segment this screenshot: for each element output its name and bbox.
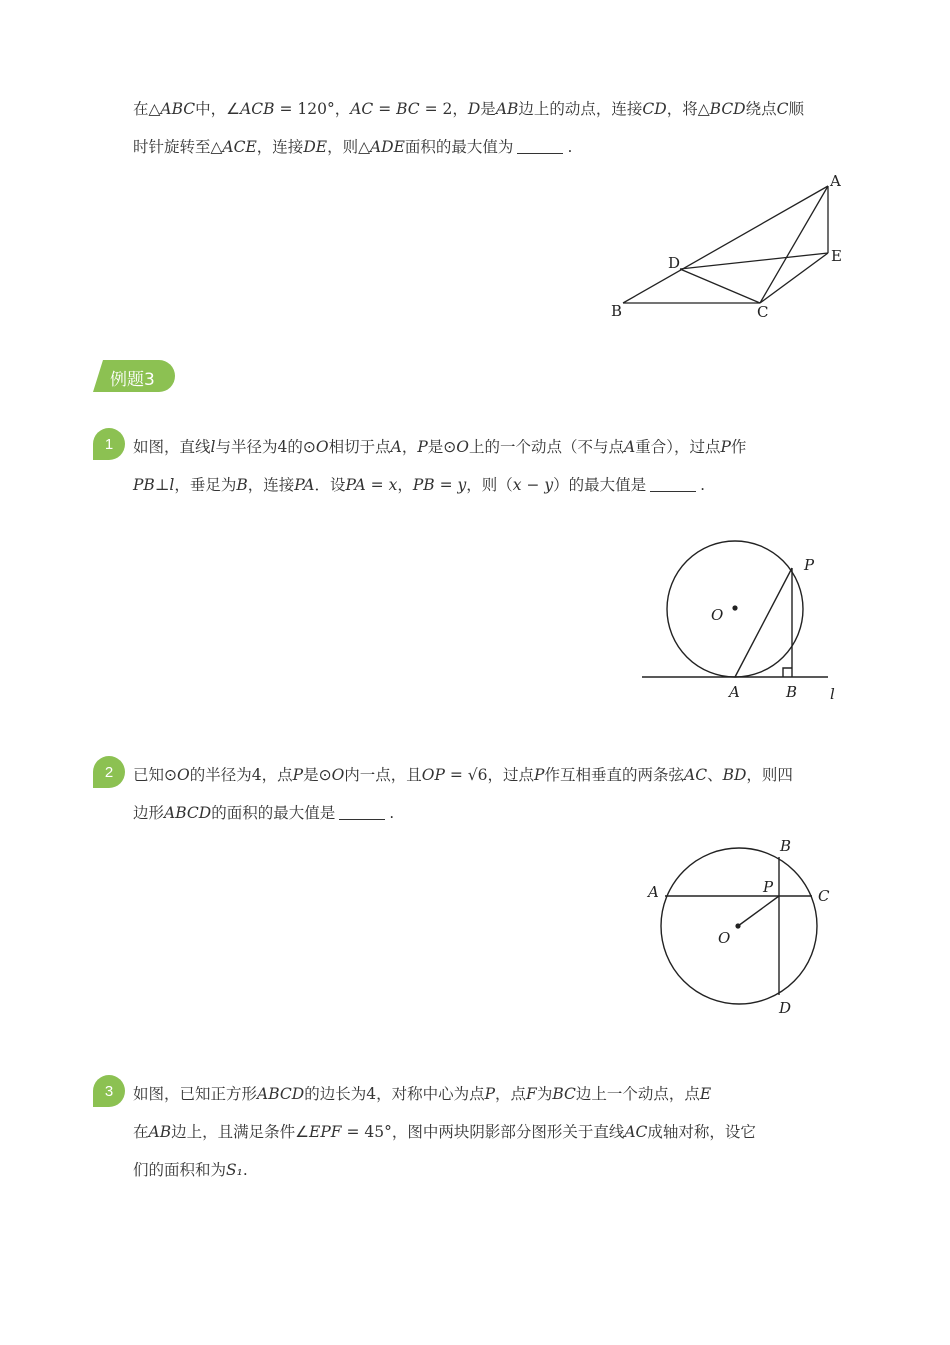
label-O: O [711, 606, 724, 624]
answer-blank[interactable] [650, 477, 696, 492]
answer-blank[interactable] [339, 805, 385, 820]
question-2-number: 2 [104, 764, 114, 781]
q1-line-1: 如图，直线l与半径为4的⊙O相切于点A，P是⊙O上的一个动点（不与点A重合），过点P作 [133, 438, 747, 456]
label-B: B [780, 837, 792, 855]
label-C: C [818, 887, 830, 905]
label-A: A [648, 883, 659, 901]
figure-circle-tangent [630, 530, 850, 710]
label-D: D [779, 999, 792, 1017]
label-B: B [611, 302, 623, 320]
label-A: A [830, 172, 841, 190]
q3-line-1: 如图，已知正方形ABCD的边长为4，对称中心为点P，点F为BC边上一个动点，点E [133, 1085, 712, 1103]
problem-top-line-1: 在△ABC中，∠ACB = 120°，AC = BC = 2，D是AB边上的动点，连接CD，将△BCD绕点C顺 [133, 100, 805, 118]
q1-line-2: PB⊥l，垂足为B，连接PA．设PA = x，PB = y，则（x − y）的最大值是 . [133, 476, 706, 494]
q2-line-1: 已知⊙O的半径为4，点P是⊙O内一点，且OP = √6，过点P作互相垂直的两条弦AC、BD，则四 [133, 766, 793, 784]
question-3-badge [93, 1075, 127, 1107]
question-1-number: 1 [104, 436, 114, 453]
q3-line-2: 在AB边上，且满足条件∠EPF = 45°，图中两块阴影部分图形关于直线AC成轴对称，设它 [133, 1123, 756, 1141]
label-O: O [718, 929, 731, 947]
label-P: P [804, 556, 815, 574]
figure-triangle-rotation [600, 170, 860, 330]
question-1-badge [93, 428, 127, 460]
problem-top-line-2: 时针旋转至△ACE，连接DE，则△ADE面积的最大值为 . [133, 138, 573, 156]
figure-circle-chords [640, 835, 840, 1020]
label-D: D [668, 254, 681, 272]
question-2-badge [93, 756, 127, 788]
label-A: A [729, 683, 740, 701]
section-tag-label: 例题3 [110, 370, 155, 390]
question-3-number: 3 [104, 1083, 114, 1100]
label-P: P [763, 878, 774, 896]
section-tag-example3 [93, 360, 175, 392]
q2-line-2: 边形ABCD的面积的最大值是 . [133, 804, 395, 822]
label-E: E [831, 247, 842, 265]
label-C: C [757, 303, 769, 321]
label-B: B [786, 683, 798, 701]
q3-line-3: 们的面积和为S₁. [133, 1161, 248, 1179]
label-l: l [830, 685, 835, 703]
answer-blank[interactable] [517, 139, 563, 154]
